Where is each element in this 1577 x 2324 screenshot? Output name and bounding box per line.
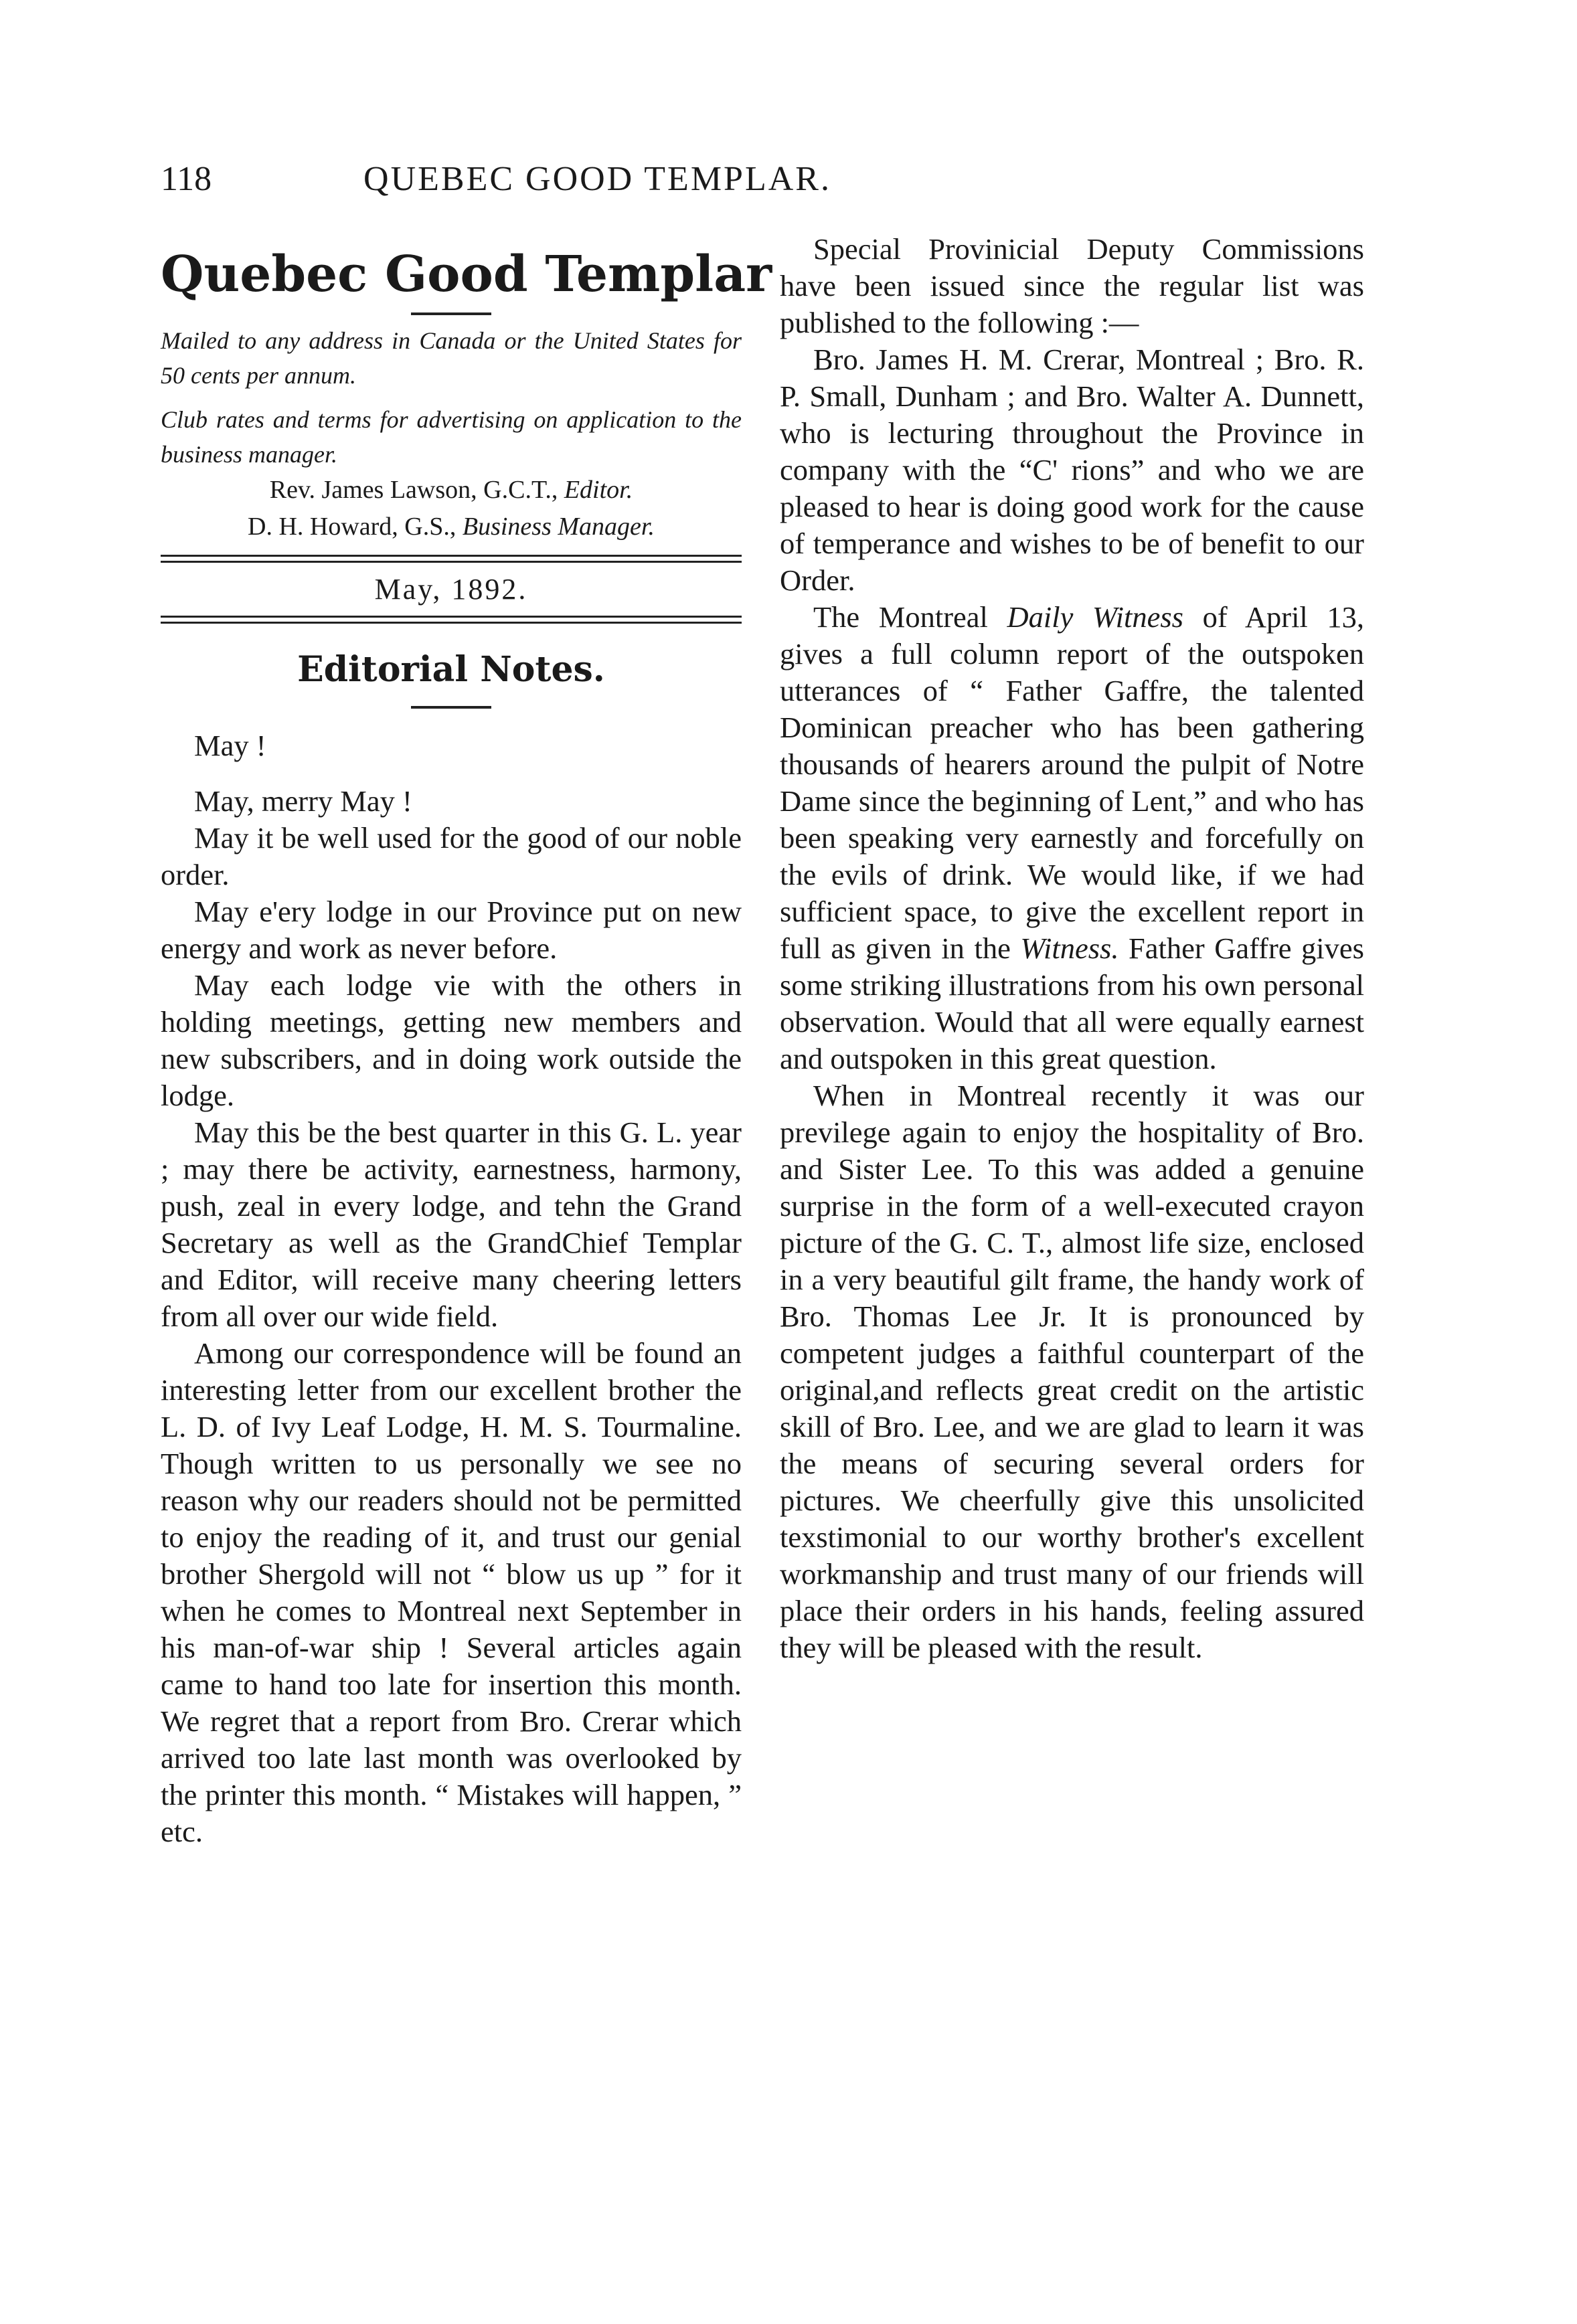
paragraph bbox=[780, 599, 1364, 1077]
text-run: of April 13, gives a full column report of the outspoken utterances of “ Father Gaffre, the talented Dominican preacher who has been gathering thousands of hearers around the pulpit of Notre Dame since the beginning of Lent,” and who has been speaking very earnestly and forcefully on the evils of drink. We would like, if we had sufficient space, to give the excellent report in full as given in the bbox=[780, 600, 1365, 965]
paragraph: May, merry May ! bbox=[194, 784, 412, 818]
short-rule bbox=[411, 706, 491, 709]
double-rule-bottom bbox=[161, 616, 742, 624]
left-column bbox=[161, 231, 772, 1850]
paragraph: Bro. James H. M. Crerar, Montreal ; Bro. R. P. Small, Dunham ; and Bro. Walter A. Dunnett, who is lecturing throughout the Province in company with the “C' rions” and who we are pleased to hear is doing good work for the cause of temperance and wishes to be of benefit to our Order. bbox=[780, 343, 1364, 597]
masthead-title: Quebec Good Templar bbox=[161, 246, 772, 303]
editor-credit bbox=[161, 472, 742, 509]
right-body bbox=[780, 231, 1364, 1666]
text-run: Father Gaffre gives some striking illustrations from his own personal observation. Would that all were equally earnest and outspoken in this great question. bbox=[780, 931, 1364, 1075]
paragraph: May it be well used for the good of our noble order. bbox=[161, 821, 742, 891]
paragraph: Among our correspondence will be found an interesting letter from our excellent brother the L. D. of Ivy Leaf Lodge, H. M. S. Tourmaline. Though written to us personally we see no reason why our readers should not be permitted to enjoy the reading of it, and trust our genial brother Shergold will not “ blow us up ” for it when he comes to Montreal next September in his man-of-war ship ! Several articles again came to hand too late for insertion this month. We regret that a report from Bro. Crerar which arrived too late last month was overlooked by the printer this month. “ Mistakes will happen, ” etc. bbox=[161, 1336, 742, 1848]
paragraph: Special Provinicial Deputy Commissions have been issued since the regular list was published to the following :— bbox=[780, 232, 1364, 339]
subscription-note: Mailed to any address in Canada or the United States for 50 cents per annum. bbox=[161, 327, 742, 389]
newspaper-title: Witness. bbox=[1020, 931, 1119, 965]
paragraph: May this be the best quarter in this G. L. year ; may there be activity, earnestness, harmony, push, zeal in every lodge, and tehn the Grand Secretary as well as the GrandChief Templar and Editor, will receive many cheering letters from all over our wide field. bbox=[161, 1115, 742, 1333]
paragraph: When in Montreal recently it was our previlege again to enjoy the hospitality of Bro. and Sister Lee. To this was added a genuine surprise in the form of a well-executed crayon picture of the G. C. T., almost life size, enclosed in a very beautiful gilt frame, the handy work of Bro. Thomas Lee Jr. It is pronounced by competent judges a faithful counterpart of the original,and reflects great credit on the artistic skill of Bro. Lee, and we are glad to learn it was the means of securing several orders for pictures. We cheerfully give this unsolicited texstimonial to our worthy brother's excellent workmanship and trust many of our friends will place their orders in his hands, feeling assured they will be pleased with the result. bbox=[780, 1079, 1364, 1664]
paragraph: May ! bbox=[194, 729, 266, 762]
editor-name: Rev. James Lawson, G.C.T., bbox=[269, 476, 558, 504]
newspaper-title: Daily Witness bbox=[1007, 600, 1184, 634]
paragraph: May e'ery lodge in our Province put on new energy and work as never before. bbox=[161, 895, 742, 965]
editorial-heading: Editorial Notes. bbox=[297, 649, 605, 690]
manager-credit bbox=[161, 509, 742, 545]
advertising-note: Club rates and terms for advertising on application to the business manager. bbox=[161, 406, 742, 468]
page-number: 118 bbox=[161, 160, 212, 198]
short-rule bbox=[411, 312, 491, 315]
double-rule-top bbox=[161, 555, 742, 563]
spacer bbox=[161, 393, 742, 402]
paragraph: May each lodge vie with the others in holding meetings, getting new members and new subscribers, and in doing work outside the lodge. bbox=[161, 968, 742, 1112]
editor-role: Editor. bbox=[564, 476, 633, 504]
right-column bbox=[780, 231, 1364, 1666]
issue-date: May, 1892. bbox=[374, 573, 528, 606]
manager-name: D. H. Howard, G.S., bbox=[248, 513, 456, 541]
text-run: The Montreal bbox=[813, 600, 988, 634]
editorial-body bbox=[161, 727, 742, 1850]
page-header bbox=[161, 159, 1034, 206]
running-title: QUEBEC GOOD TEMPLAR. bbox=[363, 160, 831, 198]
manager-role: Business Manager. bbox=[462, 513, 655, 541]
